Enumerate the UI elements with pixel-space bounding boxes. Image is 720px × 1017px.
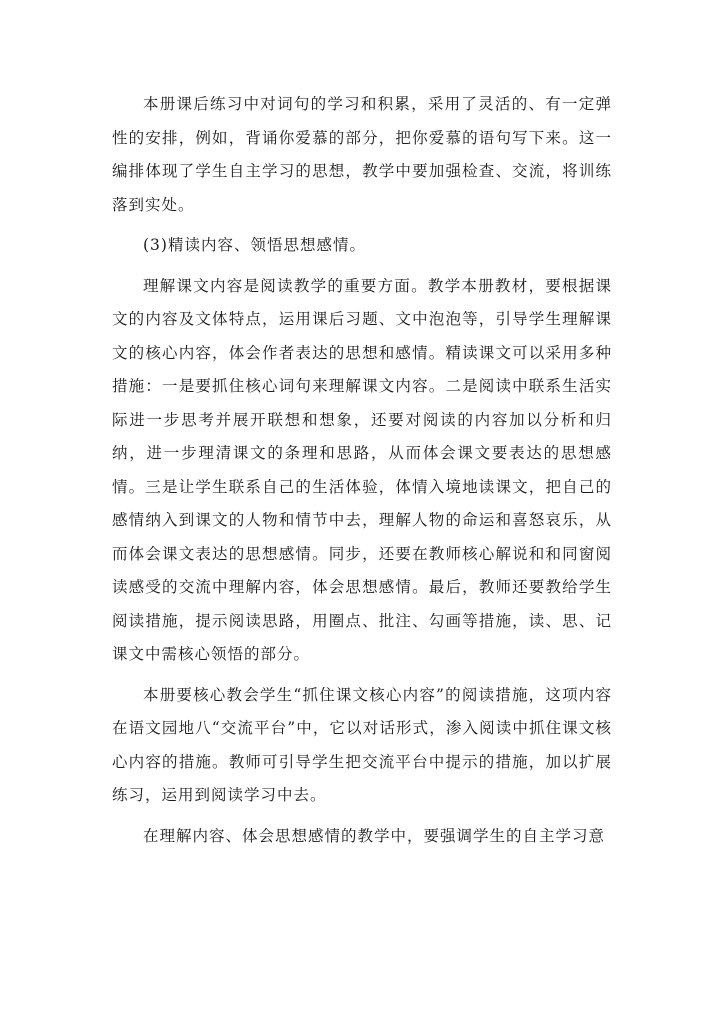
- paragraph-vocabulary-practice: 本册课后练习中对词句的学习和积累，采用了灵活的、有一定弹性的安排，例如，背诵你爱慕的部分，把你爱慕的语句写下来。这一编排体现了学生自主学习的思想，教学中要加强检查、交流，将训练落到实处。: [112, 95, 612, 214]
- paragraph-self-learning: 在理解内容、体会思想感情的教学中，要强调学生的自主学习意: [143, 826, 606, 845]
- section-heading-intensive-reading: (3)精读内容、领悟思想感情。: [143, 236, 366, 254]
- document-page: [112, 88, 612, 853]
- paragraph-understanding-content: 理解课文内容是阅读教学的重要方面。教学本册教材，要根据课文的内容及文体特点，运用课后习题、文中泡泡等，引导学生理解课文的核心内容，体会作者表达的思想和感情。精读课文可以采用多种措施：一是要抓住核心词句来理解课文内容。二是阅读中联系生活实际进一步思考并展开联想和想象，还要对阅读的内容加以分析和归纳，进一步理清课文的条理和思路，从而体会课文要表达的思想感情。三是让学生联系自己的生活体验，体情入境地读课文，把自己的感情纳入到课文的人物和情节中去，理解人物的命运和喜怒哀乐，从而体会课文表达的思想感情。同步，还要在教师核心解说和和同窗阅读感受的交流中理解内容，体会思想感情。最后，教师还要教给学生阅读措施，提示阅读思路，用圈点、批注、勾画等措施，读、思、记课文中需核心领悟的部分。: [112, 276, 612, 663]
- paragraph-key-content-method: 本册要核心教会学生“抓住课文核心内容”的阅读措施，这项内容在语文园地八“交流平台”中，它以对话形式，渗入阅读中抓住课文核心内容的措施。教师可引导学生把交流平台中提示的措施，加以扩展练习，运用到阅读学习中去。: [112, 685, 612, 804]
